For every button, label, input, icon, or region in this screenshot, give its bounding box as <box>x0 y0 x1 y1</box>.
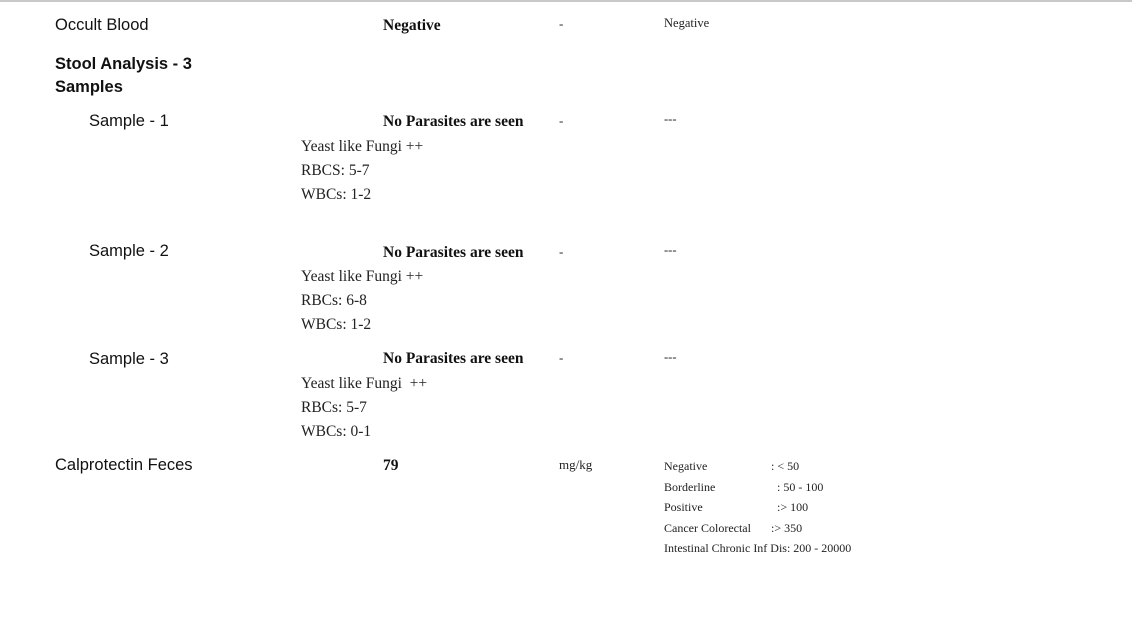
reference-row <box>664 477 823 498</box>
section-title-line-1: Stool Analysis - 3 <box>55 55 192 73</box>
reference-range-table <box>664 456 823 538</box>
reference-occult-blood: Negative <box>664 16 710 30</box>
reference-label: Borderline <box>664 479 716 494</box>
unit-sample-2: - <box>559 244 564 259</box>
result-sample-1: No Parasites are seen <box>383 113 524 130</box>
reference-row <box>664 518 823 539</box>
reference-value: :> 350 <box>771 520 803 535</box>
result-occult-blood: Negative <box>383 17 441 34</box>
details-sample-3 <box>301 372 427 444</box>
reference-sample-3: --- <box>664 350 677 364</box>
result-calprotectin: 79 <box>383 457 399 474</box>
unit-calprotectin: mg/kg <box>559 457 593 472</box>
test-name-sample-1: Sample - 1 <box>89 112 169 130</box>
detail-line: RBCs: 6-8 <box>301 292 367 309</box>
reference-label: Negative <box>664 459 708 473</box>
detail-line: Yeast like Fungi ++ <box>301 375 428 392</box>
reference-value: : 50 - 100 <box>771 479 824 494</box>
test-name-sample-3: Sample - 3 <box>89 350 169 368</box>
detail-line: Yeast like Fungi ++ <box>301 268 424 285</box>
section-title-line-2: Samples <box>55 78 123 96</box>
reference-row <box>664 497 823 518</box>
detail-line: WBCs: 1-2 <box>301 186 372 203</box>
reference-label: Cancer Colorectal <box>664 520 751 535</box>
test-name-occult-blood: Occult Blood <box>55 16 149 34</box>
top-divider <box>0 0 1132 2</box>
unit-sample-1: - <box>559 113 564 128</box>
reference-row <box>664 456 823 477</box>
result-sample-2: No Parasites are seen <box>383 244 524 261</box>
reference-sample-2: --- <box>664 243 677 257</box>
section-title-stool-analysis <box>55 53 192 99</box>
details-sample-2 <box>301 265 423 337</box>
details-sample-1 <box>301 135 423 207</box>
detail-line: Yeast like Fungi ++ <box>301 138 424 155</box>
reference-calprotectin <box>664 456 854 559</box>
reference-sample-1: --- <box>664 112 677 126</box>
reference-value: : < 50 <box>771 459 800 473</box>
unit-sample-3: - <box>559 350 564 365</box>
detail-line: WBCs: 0-1 <box>301 423 372 440</box>
unit-occult-blood: - <box>559 16 564 31</box>
reference-value: :> 100 <box>771 500 809 514</box>
detail-line: RBCS: 5-7 <box>301 162 370 179</box>
test-name-calprotectin: Calprotectin Feces <box>55 456 193 474</box>
detail-line: RBCs: 5-7 <box>301 399 367 416</box>
reference-label: Positive <box>664 500 703 514</box>
test-name-sample-2: Sample - 2 <box>89 242 169 260</box>
detail-line: WBCs: 1-2 <box>301 316 372 333</box>
reference-wrap-line: Intestinal Chronic Inf Dis: 200 - 20000 <box>664 541 852 555</box>
result-sample-3: No Parasites are seen <box>383 350 524 367</box>
